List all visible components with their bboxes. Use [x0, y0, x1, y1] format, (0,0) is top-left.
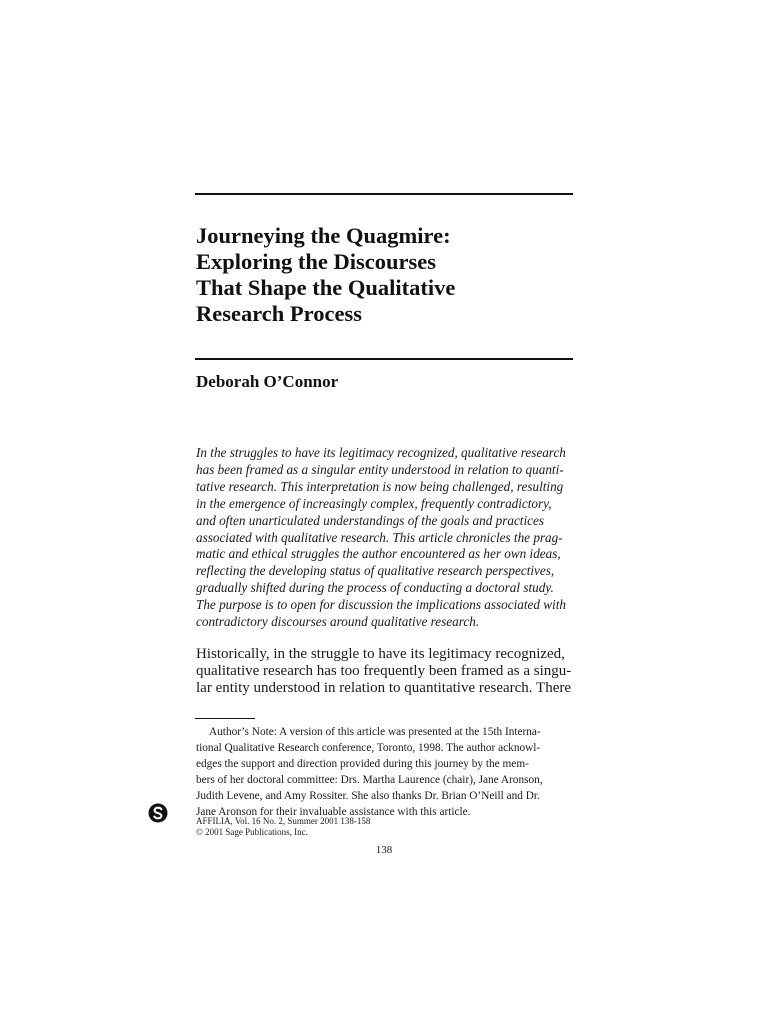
abstract	[196, 445, 576, 631]
title-line: Research Process	[196, 301, 362, 326]
note-line: Author’s Note: A version of this article was presented at the 15th Interna-	[209, 726, 541, 738]
note-line: bers of her doctoral committee: Drs. Martha Laurence (chair), Jane Aronson,	[196, 774, 543, 786]
journal-citation: AFFILIA, Vol. 16 No. 2, Summer 2001 138-158	[196, 816, 371, 826]
copyright-notice: © 2001 Sage Publications, Inc.	[196, 827, 308, 837]
abstract-line: matic and ethical struggles the author encountered as her own ideas,	[196, 546, 561, 562]
abstract-line: and often unarticulated understandings of the goals and practices	[196, 512, 544, 528]
article-title	[196, 223, 574, 327]
abstract-line: associated with qualitative research. This article chronicles the prag-	[196, 529, 563, 545]
abstract-line: gradually shifted during the process of conducting a doctoral study.	[196, 580, 554, 596]
title-line: That Shape the Qualitative	[196, 275, 456, 300]
author-name: Deborah O’Connor	[196, 372, 339, 391]
abstract-line: in the emergence of increasingly complex, frequently contradictory,	[196, 495, 552, 511]
author-note	[196, 724, 576, 820]
abstract-line: The purpose is to open for discussion the implications associated with	[196, 597, 566, 613]
body-paragraph	[196, 646, 576, 697]
abstract-line: contradictory discourses around qualitative research.	[196, 614, 480, 630]
body-line: Historically, in the struggle to have its legitimacy recognized,	[196, 646, 565, 662]
title-line: Journeying the Quagmire:	[196, 223, 451, 248]
sage-publications-logo-icon	[148, 803, 168, 823]
note-line: Judith Levene, and Amy Rossiter. She also thanks Dr. Brian O’Neill and Dr.	[196, 790, 540, 802]
title-bottom-rule	[195, 358, 573, 360]
abstract-line: In the struggles to have its legitimacy recognized, qualitative research	[196, 445, 566, 460]
title-top-rule	[195, 193, 573, 195]
footnote-rule	[195, 718, 255, 719]
title-line: Exploring the Discourses	[196, 249, 437, 274]
abstract-line: reflecting the developing status of qualitative research perspectives,	[196, 563, 555, 579]
note-line: Jane Aronson for their invaluable assistance with this article.	[196, 806, 471, 818]
body-line: qualitative research has too frequently been framed as a singu-	[196, 663, 572, 679]
publication-info	[196, 816, 370, 838]
note-line: tional Qualitative Research conference, Toronto, 1998. The author acknowl-	[196, 742, 541, 754]
page-number: 138	[375, 844, 393, 856]
body-line: lar entity understood in relation to quantitative research. There	[196, 680, 572, 696]
note-line: edges the support and direction provided during this journey by the mem-	[196, 758, 529, 770]
abstract-line: has been framed as a singular entity understood in relation to quanti-	[196, 461, 564, 477]
abstract-line: tative research. This interpretation is now being challenged, resulting	[196, 478, 564, 494]
